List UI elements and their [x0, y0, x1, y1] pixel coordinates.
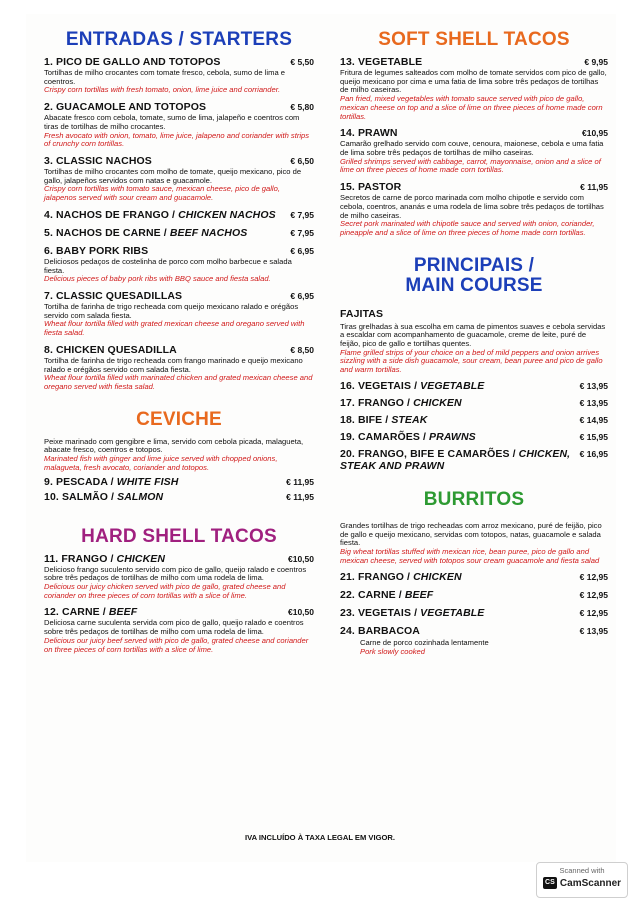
- soft-tacos-list: [340, 56, 608, 238]
- item-name-en: BEEF: [404, 589, 434, 602]
- camscanner-brand: [537, 877, 627, 889]
- entradas-title: ENTRADAS / STARTERS: [65, 29, 293, 50]
- item-description-pt: Tortilha de farinha de trigo recheada com frango marinado e queijo mexicano ralado e orégãos servido com salada fiesta.: [44, 355, 303, 374]
- hard-tacos-title: HARD SHELL TACOS: [81, 525, 277, 547]
- item-number: 1.: [44, 55, 53, 68]
- item-description-pt: Tortilhas de milho crocantes com molho de tomate, queijo mexicano, pico de gallo, jalapeños servidos com natas e guacamole.: [44, 166, 302, 185]
- menu-item-header: [340, 181, 608, 193]
- menu-item-name: [340, 571, 462, 583]
- menu-item-header: [44, 155, 314, 167]
- fajitas-description-pt: Tiras grelhadas à sua escolha em cama de pimentos suaves e cebola servidas a escaldar com acompanhamento de guacamole, creme de leite, puré de feijão, pico de gallo e tortilhas quentes.: [340, 321, 606, 349]
- item-name-en: BEEF NACHOS: [169, 226, 248, 239]
- item-name-pt: CARNE /: [61, 606, 109, 619]
- item-number: 6.: [44, 244, 53, 257]
- menu-item-header: [340, 127, 608, 139]
- item-name-pt: PRAWN: [357, 127, 398, 140]
- menu-item-name: [340, 56, 422, 68]
- item-name-pt: CHICKEN QUESADILLA: [56, 343, 177, 356]
- ceviche-description-pt: Peixe marinado com gengibre e lima, servido com cebola picada, malagueta, abacate fresco, coentros e totopos.: [44, 436, 304, 455]
- menu-item: [44, 56, 314, 95]
- menu-item-name: [44, 344, 177, 356]
- item-price: €10,50: [288, 553, 314, 564]
- right-column: [340, 14, 608, 657]
- menu-item: [340, 589, 608, 601]
- menu-item-name: [44, 491, 163, 503]
- menu-item: [340, 448, 608, 472]
- hard-tacos-list: [44, 553, 314, 655]
- item-description-en: Delicious our juicy chicken served with pico de gallo, grated cheese and coriander on three pieces of corn tortillas with a slice of lime.: [44, 581, 286, 600]
- item-name-en: CHICKEN: [413, 396, 462, 409]
- item-name-en: WHITE FISH: [116, 475, 179, 488]
- menu-item-name: [44, 553, 165, 565]
- item-price: € 13,95: [579, 626, 608, 637]
- item-number: 10.: [44, 490, 59, 503]
- item-name-en: CHICKEN NACHOS: [178, 208, 276, 221]
- item-name-en: CHICKEN: [116, 552, 166, 565]
- menu-item: [44, 491, 314, 503]
- menu-item: [340, 380, 608, 392]
- item-description-en: Delicious pieces of baby pork ribs with BBQ sauce and fiesta salad.: [44, 274, 271, 284]
- barbacoa-description-pt: Carne de porco cozinhada lentamente: [360, 638, 489, 648]
- item-price: € 14,95: [579, 414, 608, 425]
- menu-item: [44, 290, 314, 338]
- item-number: 13.: [340, 55, 355, 68]
- item-description-en: Pan fried, mixed vegetables with tomato sauce served with pico de gallo, mexican cheese on top and a slice of lime on three pieces of home made corn tortillas.: [340, 94, 603, 121]
- item-price: € 13,95: [579, 380, 608, 391]
- item-name-pt: PASTOR: [357, 181, 402, 194]
- item-name-pt: VEGETAIS /: [357, 379, 421, 392]
- item-number: 19.: [340, 430, 355, 443]
- item-number: 20.: [340, 447, 355, 460]
- item-name-pt: SALMÃO /: [61, 490, 118, 503]
- menu-item: [340, 181, 608, 238]
- menu-item: [340, 625, 608, 637]
- menu-item-name: [44, 227, 247, 239]
- menu-item: [44, 344, 314, 392]
- burritos-title: BURRITOS: [423, 488, 525, 510]
- menu-item-name: [340, 380, 484, 392]
- item-number: 23.: [340, 607, 355, 620]
- item-name-pt: BABY PORK RIBS: [56, 244, 149, 257]
- item-name-en: SALMON: [117, 490, 164, 503]
- menu-item-header: [44, 101, 314, 113]
- menu-item-name: [44, 290, 182, 302]
- menu-item-name: [340, 589, 433, 601]
- item-name-pt: FRANGO, BIFE E CAMARÕES /: [357, 447, 519, 460]
- item-name-en: BEEF: [108, 606, 138, 619]
- menu-item: [340, 431, 608, 443]
- item-name-en: STEAK: [391, 413, 428, 426]
- menu-item-header: [44, 227, 314, 239]
- barbacoa-description-en: Pork slowly cooked: [360, 647, 425, 657]
- item-number: 4.: [44, 208, 53, 221]
- ceviche-description-en: Marinated fish with ginger and lime juice served with chopped onions, malagueta, fresh avocato, coriander and totopos.: [44, 454, 278, 472]
- burritos-description-pt: Grandes tortilhas de trigo recheadas com arroz mexicano, puré de feijão, pico de gallo e queijo mexicano, servidas com totopos, natas, guacamole e salada fiesta.: [340, 520, 602, 548]
- item-name-en: CHICKEN, STEAK AND PRAWN: [340, 447, 571, 472]
- item-number: 11.: [44, 552, 59, 565]
- menu-item: [44, 155, 314, 203]
- item-name-pt: FRANGO /: [357, 571, 414, 584]
- scanned-with-label: Scanned with: [559, 866, 605, 875]
- menu-item-header: [44, 290, 314, 302]
- menu-item-header: [340, 56, 608, 68]
- main-course-list: [340, 380, 608, 472]
- item-description-pt: Deliciosos pedaços de costelinha de porco com molho barbecue e salada fiesta.: [44, 256, 292, 275]
- item-description-en: Delicious our juicy beef served with pico de gallo, grated cheese and coriander on three pieces of corn tortillas with a slice of lime.: [44, 635, 309, 654]
- item-number: 3.: [44, 154, 53, 167]
- menu-item: [340, 397, 608, 409]
- item-description-pt: Tortilha de farinha de trigo recheada com queijo mexicano ralado e orégãos servido com salada fiesta.: [44, 302, 299, 320]
- menu-item-name: [44, 209, 276, 221]
- menu-item-header: [44, 606, 314, 618]
- item-price: € 6,95: [290, 245, 314, 256]
- item-name-pt: FRANGO /: [61, 552, 117, 565]
- item-price: € 13,95: [579, 397, 608, 408]
- item-number: 21.: [340, 571, 355, 584]
- item-price: € 12,95: [579, 608, 608, 619]
- item-name-pt: GUACAMOLE AND TOTOPOS: [56, 101, 207, 114]
- item-number: 9.: [44, 475, 53, 488]
- item-description-en: Grilled shrimps served with cabbage, carrot, mayonnaise, onion and a slice of lime on three pieces of home made corn tortillas.: [340, 156, 601, 175]
- menu-item-header: [44, 209, 314, 221]
- item-number: 17.: [340, 396, 355, 409]
- item-price: € 6,50: [290, 155, 314, 166]
- item-name-pt: VEGETABLE: [357, 55, 423, 68]
- menu-item-header: [44, 56, 314, 68]
- menu-item: [44, 553, 314, 601]
- item-price: €10,95: [582, 128, 608, 139]
- soft-tacos-title: SOFT SHELL TACOS: [378, 29, 570, 50]
- item-price: € 5,50: [290, 56, 314, 67]
- camscanner-stamp: [536, 862, 628, 898]
- menu-item: [44, 245, 314, 284]
- item-price: € 12,95: [579, 572, 608, 583]
- item-price: € 7,95: [290, 227, 314, 238]
- item-number: 5.: [44, 226, 53, 239]
- burritos-list: [340, 571, 608, 637]
- item-price: € 16,95: [579, 448, 608, 459]
- menu-item-header: [44, 245, 314, 257]
- camscanner-name: CamScanner: [559, 877, 622, 889]
- burritos-description-en: Big wheat tortillas stuffed with mexican rice, bean puree, pico de gallo and mexican cheese, served with totopos sour cream guacamole and fiesta salad: [340, 547, 600, 565]
- item-number: 14.: [340, 127, 355, 140]
- item-description-pt: Tortilhas de milho crocantes com tomate fresco, cebola, sumo de lima e coentros.: [44, 67, 285, 86]
- menu-item-name: [340, 448, 574, 472]
- menu-item-name: [44, 476, 178, 488]
- item-price: € 7,95: [290, 209, 314, 220]
- item-price: € 9,95: [584, 56, 608, 67]
- item-price: € 15,95: [579, 431, 608, 442]
- menu-item: [340, 127, 608, 175]
- item-number: 12.: [44, 606, 59, 619]
- fajitas-description-en: Flame grilled strips of your choice on a bed of mild peppers and onion arrives sizzling with a side dish guacamole, sour cream, bean puree and pico de gallo and warm tortillas.: [340, 347, 603, 375]
- item-name-en: VEGETABLE: [420, 379, 485, 392]
- item-name-pt: NACHOS DE CARNE /: [56, 226, 170, 239]
- menu-item-name: [340, 181, 401, 193]
- item-price: € 11,95: [286, 491, 314, 502]
- item-description-en: Secret pork marinated with chipotle sauce and served with onion, coriander, pineapple and a slice of lime on three pieces of home made corn tortillas.: [340, 219, 595, 237]
- menu-item-name: [340, 431, 476, 443]
- item-name-pt: BIFE /: [357, 413, 392, 426]
- menu-item: [340, 56, 608, 121]
- ceviche-list: [44, 476, 314, 503]
- ceviche-title: CEVICHE: [136, 408, 222, 430]
- item-number: 8.: [44, 343, 53, 356]
- item-description-pt: Fritura de legumes salteados com molho de tomate servidos com pico de gallo, queijo mexicano por cima e uma fatia de lima sobre três pedaços de tortilhas de milho caseiras.: [340, 67, 607, 95]
- menu-item-name: [44, 56, 221, 68]
- item-name-pt: PESCADA /: [56, 475, 117, 488]
- item-description-en: Fresh avocato with onion, tomato, lime juice, jalapeno and coriander with strips of crunchy corn tortillas.: [44, 130, 310, 149]
- menu-item: [340, 414, 608, 426]
- item-name-en: PRAWNS: [429, 430, 476, 443]
- item-description-en: Crispy corn tortillas with tomato sauce, mexican cheese, pico de gallo, jalapenos served with sour cream and guacamole.: [44, 184, 280, 203]
- item-description-pt: Delicioso frango suculento servido com pico de gallo, queijo ralado e coentros sobre três pedaços de tortilhas de milho com uma rodela de lima.: [44, 564, 307, 583]
- item-description-en: Wheat flour tortilla filled with grated mexican cheese and oregano served with fiesta salad.: [44, 319, 305, 338]
- vat-footer: IVA INCLUÍDO À TAXA LEGAL EM VIGOR.: [244, 833, 396, 842]
- menu-item: [44, 606, 314, 654]
- item-number: 22.: [340, 589, 355, 602]
- item-number: 2.: [44, 101, 53, 114]
- item-name-pt: VEGETAIS /: [357, 607, 421, 620]
- fajitas-label: FAJITAS: [340, 307, 384, 320]
- item-price: € 12,95: [579, 590, 608, 601]
- menu-item-name: [44, 245, 148, 257]
- menu-item-name: [340, 607, 484, 619]
- menu-item-name: [340, 397, 462, 409]
- item-name-pt: NACHOS DE FRANGO /: [56, 208, 179, 221]
- item-description-en: Crispy corn tortillas with fresh tomato, onion, lime juice and corriander.: [44, 85, 281, 95]
- item-name-pt: FRANGO /: [357, 396, 414, 409]
- item-description-pt: Abacate fresco com cebola, tomate, sumo de lima, jalapeño e coentros com tiras de tortilhas de milho crocantes.: [44, 113, 300, 131]
- item-name-en: VEGETABLE: [420, 607, 485, 620]
- item-price: €10,50: [288, 607, 314, 618]
- menu-item-header: [44, 344, 314, 356]
- entradas-list: [44, 56, 314, 392]
- menu-item-name: [340, 625, 420, 637]
- item-price: € 11,95: [580, 182, 608, 193]
- menu-item: [340, 571, 608, 583]
- item-price: € 5,80: [290, 102, 314, 113]
- item-number: 16.: [340, 379, 355, 392]
- menu-item-name: [44, 101, 206, 113]
- item-price: € 8,50: [290, 344, 314, 355]
- camscanner-logo-icon: CS: [543, 877, 557, 889]
- item-number: 24.: [340, 625, 355, 638]
- item-name-pt: CLASSIC QUESADILLAS: [56, 290, 183, 302]
- menu-item-header: [44, 553, 314, 565]
- left-column: [44, 14, 314, 654]
- item-number: 18.: [340, 413, 355, 426]
- item-number: 7.: [44, 290, 53, 302]
- item-description-pt: Secretos de carne de porco marinada com molho chipotle e servido com cebola, coentros, ananás e uma rodela de lima sobre três pedaços de tortilhas de milho caseiras.: [340, 193, 604, 220]
- item-description-pt: Deliciosa carne suculenta servida com pico de gallo, queijo ralado e coentros sobre três pedaços de tortilhas de milho com uma rodela de lima.: [44, 618, 304, 637]
- item-name-pt: CLASSIC NACHOS: [56, 154, 152, 167]
- item-name-pt: PICO DE GALLO AND TOTOPOS: [56, 55, 221, 68]
- item-name-en: CHICKEN: [413, 571, 462, 584]
- menu-item-name: [340, 414, 427, 426]
- menu-item: [44, 101, 314, 149]
- main-course-title: [340, 256, 608, 296]
- item-name-pt: CAMARÕES /: [357, 430, 430, 443]
- item-price: € 11,95: [286, 476, 314, 487]
- menu-item-name: [44, 155, 152, 167]
- main-title-line2: MAIN COURSE: [405, 274, 543, 296]
- menu-item-name: [44, 606, 137, 618]
- item-name-pt: CARNE /: [357, 589, 405, 602]
- item-description-en: Wheat flour tortilla filled with marinated chicken and grated mexican cheese and oregano served with fiesta salad.: [44, 373, 313, 392]
- item-number: 15.: [340, 181, 355, 194]
- item-description-pt: Camarão grelhado servido com couve, cenoura, maionese, cebola e uma fatia de lima sobre três pedaços de tortilhas de milho caseiras.: [340, 139, 604, 157]
- menu-item: [44, 476, 314, 488]
- menu-item: [44, 227, 314, 239]
- item-price: € 6,95: [290, 291, 314, 301]
- menu-item: [340, 607, 608, 619]
- main-title-line1: PRINCIPAIS /: [413, 254, 535, 276]
- item-name-pt: BARBACOA: [357, 625, 420, 638]
- menu-item-name: [340, 127, 398, 139]
- menu-item: [44, 209, 314, 221]
